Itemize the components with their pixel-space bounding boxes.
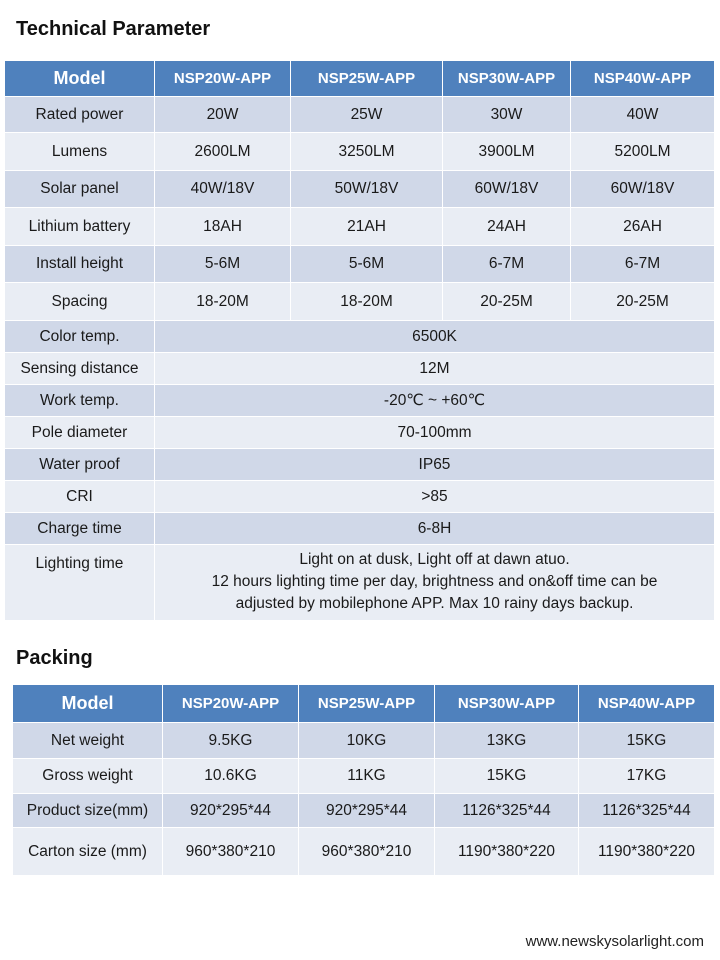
table-row [5, 449, 715, 481]
model-column-header: NSP20W-APP [163, 685, 299, 723]
model-header: Model [13, 685, 163, 723]
merged-value-cell: -20℃ ~ +60℃ [155, 385, 715, 417]
table-cell: 6-7M [443, 246, 571, 283]
table-cell: 40W [571, 97, 715, 133]
table-cell: 5200LM [571, 133, 715, 171]
table-cell: 24AH [443, 208, 571, 246]
table-row [13, 794, 715, 828]
merged-value-cell: 6500K [155, 321, 715, 353]
table-row [13, 723, 715, 759]
table-row [5, 171, 715, 208]
row-label: Charge time [5, 513, 155, 545]
website-footer: www.newskysolarlight.com [525, 933, 704, 950]
table-row [5, 133, 715, 171]
technical-parameter-table [5, 61, 715, 621]
table-row [5, 513, 715, 545]
table-cell: 10KG [299, 723, 435, 759]
table-cell: 50W/18V [291, 171, 443, 208]
table-cell: 60W/18V [571, 171, 715, 208]
row-label: Work temp. [5, 385, 155, 417]
table-row [5, 385, 715, 417]
merged-value-cell: 70-100mm [155, 417, 715, 449]
table-cell: 25W [291, 97, 443, 133]
table-cell: 60W/18V [443, 171, 571, 208]
model-column-header: NSP25W-APP [299, 685, 435, 723]
table-row [5, 481, 715, 513]
table-cell: 30W [443, 97, 571, 133]
table-cell: 15KG [435, 759, 579, 794]
row-label: Solar panel [5, 171, 155, 208]
table-cell: 3900LM [443, 133, 571, 171]
lighting-description-line: Light on at dusk, Light off at dawn atuo. [299, 551, 570, 568]
row-label: Sensing distance [5, 353, 155, 385]
row-label: Carton size (mm) [13, 828, 163, 876]
lighting-description-line: 12 hours lighting time per day, brightness and on&off time can be [211, 573, 658, 590]
packing-title: Packing [16, 647, 93, 669]
table-cell: 1126*325*44 [579, 794, 715, 828]
table-row [5, 246, 715, 283]
row-label: Lighting time [5, 545, 155, 621]
table-cell: 6-7M [571, 246, 715, 283]
row-label: Lumens [5, 133, 155, 171]
table-cell: 920*295*44 [299, 794, 435, 828]
merged-value-cell: 12M [155, 353, 715, 385]
row-label: Gross weight [13, 759, 163, 794]
tech-header-row [5, 61, 715, 97]
table-cell: 18-20M [155, 283, 291, 321]
merged-value-cell: IP65 [155, 449, 715, 481]
technical-parameter-title: Technical Parameter [16, 18, 211, 40]
table-cell: 2600LM [155, 133, 291, 171]
table-row [5, 208, 715, 246]
row-label: CRI [5, 481, 155, 513]
table-row [5, 283, 715, 321]
table-cell: 18AH [155, 208, 291, 246]
table-cell: 9.5KG [163, 723, 299, 759]
table-cell: 5-6M [155, 246, 291, 283]
table-cell: 40W/18V [155, 171, 291, 208]
table-cell: 15KG [579, 723, 715, 759]
table-cell: 13KG [435, 723, 579, 759]
model-column-header: NSP25W-APP [291, 61, 443, 97]
table-cell: 3250LM [291, 133, 443, 171]
lighting-description-line: adjusted by mobilephone APP. Max 10 rainy days backup. [235, 595, 634, 612]
row-label: Product size(mm) [13, 794, 163, 828]
row-label: Rated power [5, 97, 155, 133]
table-cell: 1126*325*44 [435, 794, 579, 828]
table-cell: 18-20M [291, 283, 443, 321]
table-cell: 5-6M [291, 246, 443, 283]
table-cell: 960*380*210 [163, 828, 299, 876]
merged-value-cell: 6-8H [155, 513, 715, 545]
model-header: Model [5, 61, 155, 97]
table-cell: 1190*380*220 [435, 828, 579, 876]
lighting-time-description [155, 545, 715, 621]
packing-table [13, 685, 715, 876]
table-cell: 20W [155, 97, 291, 133]
merged-value-cell: >85 [155, 481, 715, 513]
row-label: Net weight [13, 723, 163, 759]
table-cell: 1190*380*220 [579, 828, 715, 876]
table-cell: 20-25M [571, 283, 715, 321]
table-cell: 11KG [299, 759, 435, 794]
model-column-header: NSP40W-APP [571, 61, 715, 97]
model-column-header: NSP40W-APP [579, 685, 715, 723]
model-column-header: NSP30W-APP [443, 61, 571, 97]
lighting-time-row [5, 545, 715, 621]
row-label: Pole diameter [5, 417, 155, 449]
table-cell: 17KG [579, 759, 715, 794]
model-column-header: NSP30W-APP [435, 685, 579, 723]
table-cell: 21AH [291, 208, 443, 246]
table-cell: 10.6KG [163, 759, 299, 794]
table-cell: 960*380*210 [299, 828, 435, 876]
row-label: Install height [5, 246, 155, 283]
row-label: Water proof [5, 449, 155, 481]
table-row [5, 321, 715, 353]
table-cell: 26AH [571, 208, 715, 246]
packing-header-row [13, 685, 715, 723]
row-label: Lithium battery [5, 208, 155, 246]
table-cell: 20-25M [443, 283, 571, 321]
table-cell: 920*295*44 [163, 794, 299, 828]
model-column-header: NSP20W-APP [155, 61, 291, 97]
table-row [5, 97, 715, 133]
table-row [5, 353, 715, 385]
row-label: Color temp. [5, 321, 155, 353]
table-row [13, 828, 715, 876]
table-row [13, 759, 715, 794]
row-label: Spacing [5, 283, 155, 321]
table-row [5, 417, 715, 449]
